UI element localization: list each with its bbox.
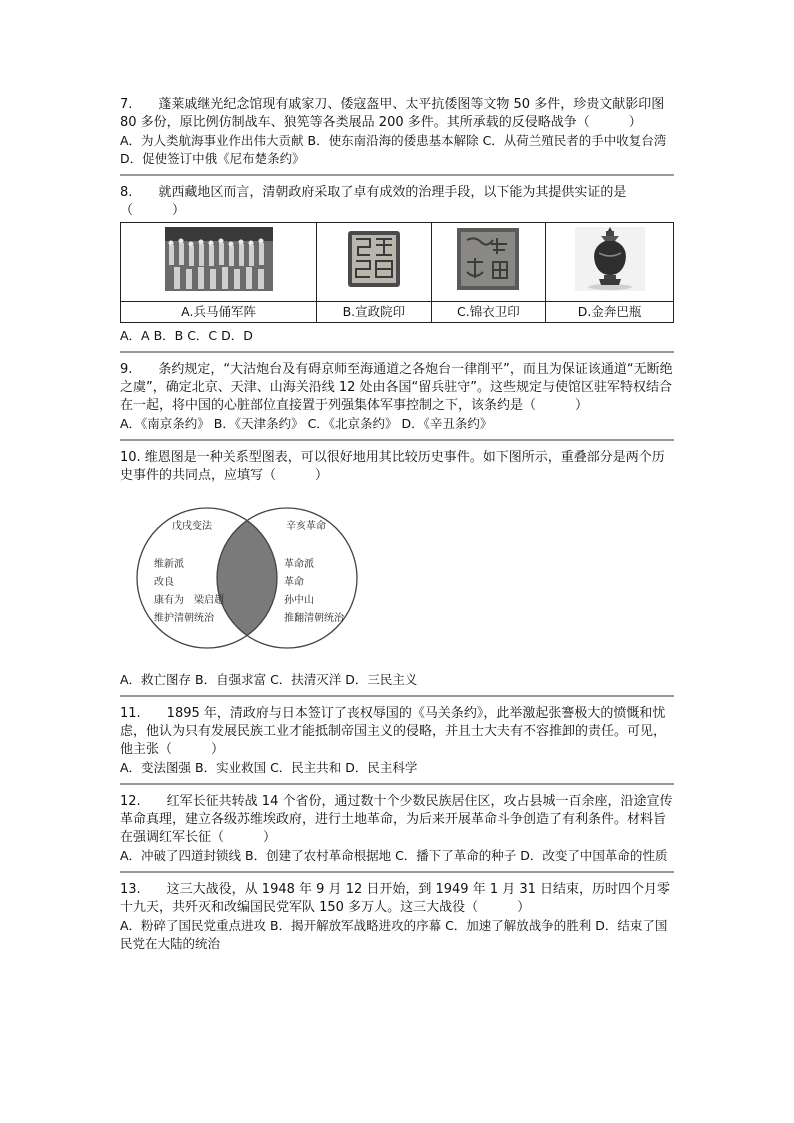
venn-diagram xyxy=(132,503,372,653)
caption-c: C.锦衣卫印 xyxy=(431,302,546,323)
venn-left-title: 戊戌变法 xyxy=(172,521,212,532)
question-12-stem: 12. 红军长征共转战 14 个省份，通过数十个少数民族居住区，攻占县城一百余座，沿途宣传革命真理，建立各级苏维埃政府，进行土地革命，为后来开展革命斗争创造了有利条件。材料旨在强调红军长征（ ） xyxy=(120,794,673,845)
question-7-stem: 7. 蓬莱戚继光纪念馆现有戚家刀、倭寇盔甲、太平抗倭图等文物 50 多件，珍贵文献影印图 80 多份，原比例仿制战车、狼筅等各类展品 200 多件。其所承载的反侵略战争（ ） xyxy=(120,97,665,130)
venn-left-item: 改良 xyxy=(154,577,174,588)
divider xyxy=(120,439,674,441)
question-10-options: A．救亡图存 B．自强求富 C．扶清灭洋 D．三民主义 xyxy=(120,672,418,687)
divider xyxy=(120,174,674,176)
jinyiwei-seal-image xyxy=(431,223,546,302)
question-9-stem: 9. 条约规定，“大沽炮台及有碍京师至海通道之各炮台一律削平”，而且为保证该通道“无断绝之虞”，确定北京、天津、山海关沿线 12 处由各国“留兵驻守”。这些规定与使馆区驻军特权结合在一起，将中国的心脏部位直接置于列强集体军事控制之下，该条约是（ ） xyxy=(120,362,673,413)
divider xyxy=(120,871,674,873)
xuanzheng-seal-image xyxy=(317,223,431,302)
question-13 xyxy=(120,881,674,953)
question-11-stem: 11. 1895 年，清政府与日本签订了丧权辱国的《马关条约》，此举激起张謇极大的愤慨和忧虑，他认为只有发展民族工业才能抵制帝国主义的侵略，并且士大夫有不容推卸的责任。可见，他主张（ ） xyxy=(120,706,667,757)
question-10 xyxy=(120,449,674,689)
venn-right-item: 革命 xyxy=(284,577,304,588)
divider xyxy=(120,695,674,697)
divider xyxy=(120,351,674,353)
venn-right-item: 革命派 xyxy=(284,559,314,570)
question-10-stem: 10. 维恩图是一种关系型图表，可以很好地用其比较历史事件。如下图所示，重叠部分是两个历史事件的共同点，应填写（ ） xyxy=(120,450,665,483)
caption-b: B.宣政院印 xyxy=(317,302,431,323)
question-12 xyxy=(120,793,674,865)
question-13-options: A．粉碎了国民党重点进攻 B．揭开解放军战略进攻的序幕 C．加速了解放战争的胜利 D．结束了国民党在大陆的统治 xyxy=(120,918,668,951)
question-11 xyxy=(120,705,674,777)
caption-d: D.金奔巴瓶 xyxy=(546,302,674,323)
divider xyxy=(120,783,674,785)
caption-a: A.兵马俑军阵 xyxy=(121,302,317,323)
question-8 xyxy=(120,184,674,345)
venn-left-item: 康有为 梁启超 xyxy=(154,595,224,606)
question-7 xyxy=(120,96,674,168)
venn-right-item: 推翻清朝统治 xyxy=(284,613,344,624)
venn-right-item: 孙中山 xyxy=(284,595,314,606)
question-9 xyxy=(120,361,674,433)
venn-left-item: 维护清朝统治 xyxy=(154,613,214,624)
venn-left-item: 维新派 xyxy=(154,559,184,570)
golden-urn-image xyxy=(546,223,674,302)
venn-right-title: 辛亥革命 xyxy=(286,521,326,532)
question-12-options: A．冲破了四道封锁线 B．创建了农村革命根据地 C．播下了革命的种子 D．改变了中国革命的性质 xyxy=(120,848,668,863)
question-8-image-table xyxy=(120,222,674,323)
question-9-options: A．《南京条约》 B．《天津条约》 C．《北京条约》 D．《辛丑条约》 xyxy=(120,416,493,431)
terracotta-army-image xyxy=(121,223,317,302)
question-7-options: A．为人类航海事业作出伟大贡献 B．使东南沿海的倭患基本解除 C．从荷兰殖民者的手中收复台湾 D．促使签订中俄《尼布楚条约》 xyxy=(120,133,667,166)
exam-page xyxy=(120,96,674,953)
question-8-options: A．A B．B C．C D．D xyxy=(120,328,253,343)
question-11-options: A．变法图强 B．实业救国 C．民主共和 D．民主科学 xyxy=(120,760,418,775)
question-8-stem: 8. 就西藏地区而言，清朝政府采取了卓有成效的治理手段，以下能为其提供实证的是（ ） xyxy=(120,185,627,218)
question-13-stem: 13. 这三大战役，从 1948 年 9 月 12 日开始，到 1949 年 1 月 31 日结束，历时四个月零十九天，共歼灭和改编国民党军队 150 多万人。这三大战役（ ） xyxy=(120,882,671,915)
